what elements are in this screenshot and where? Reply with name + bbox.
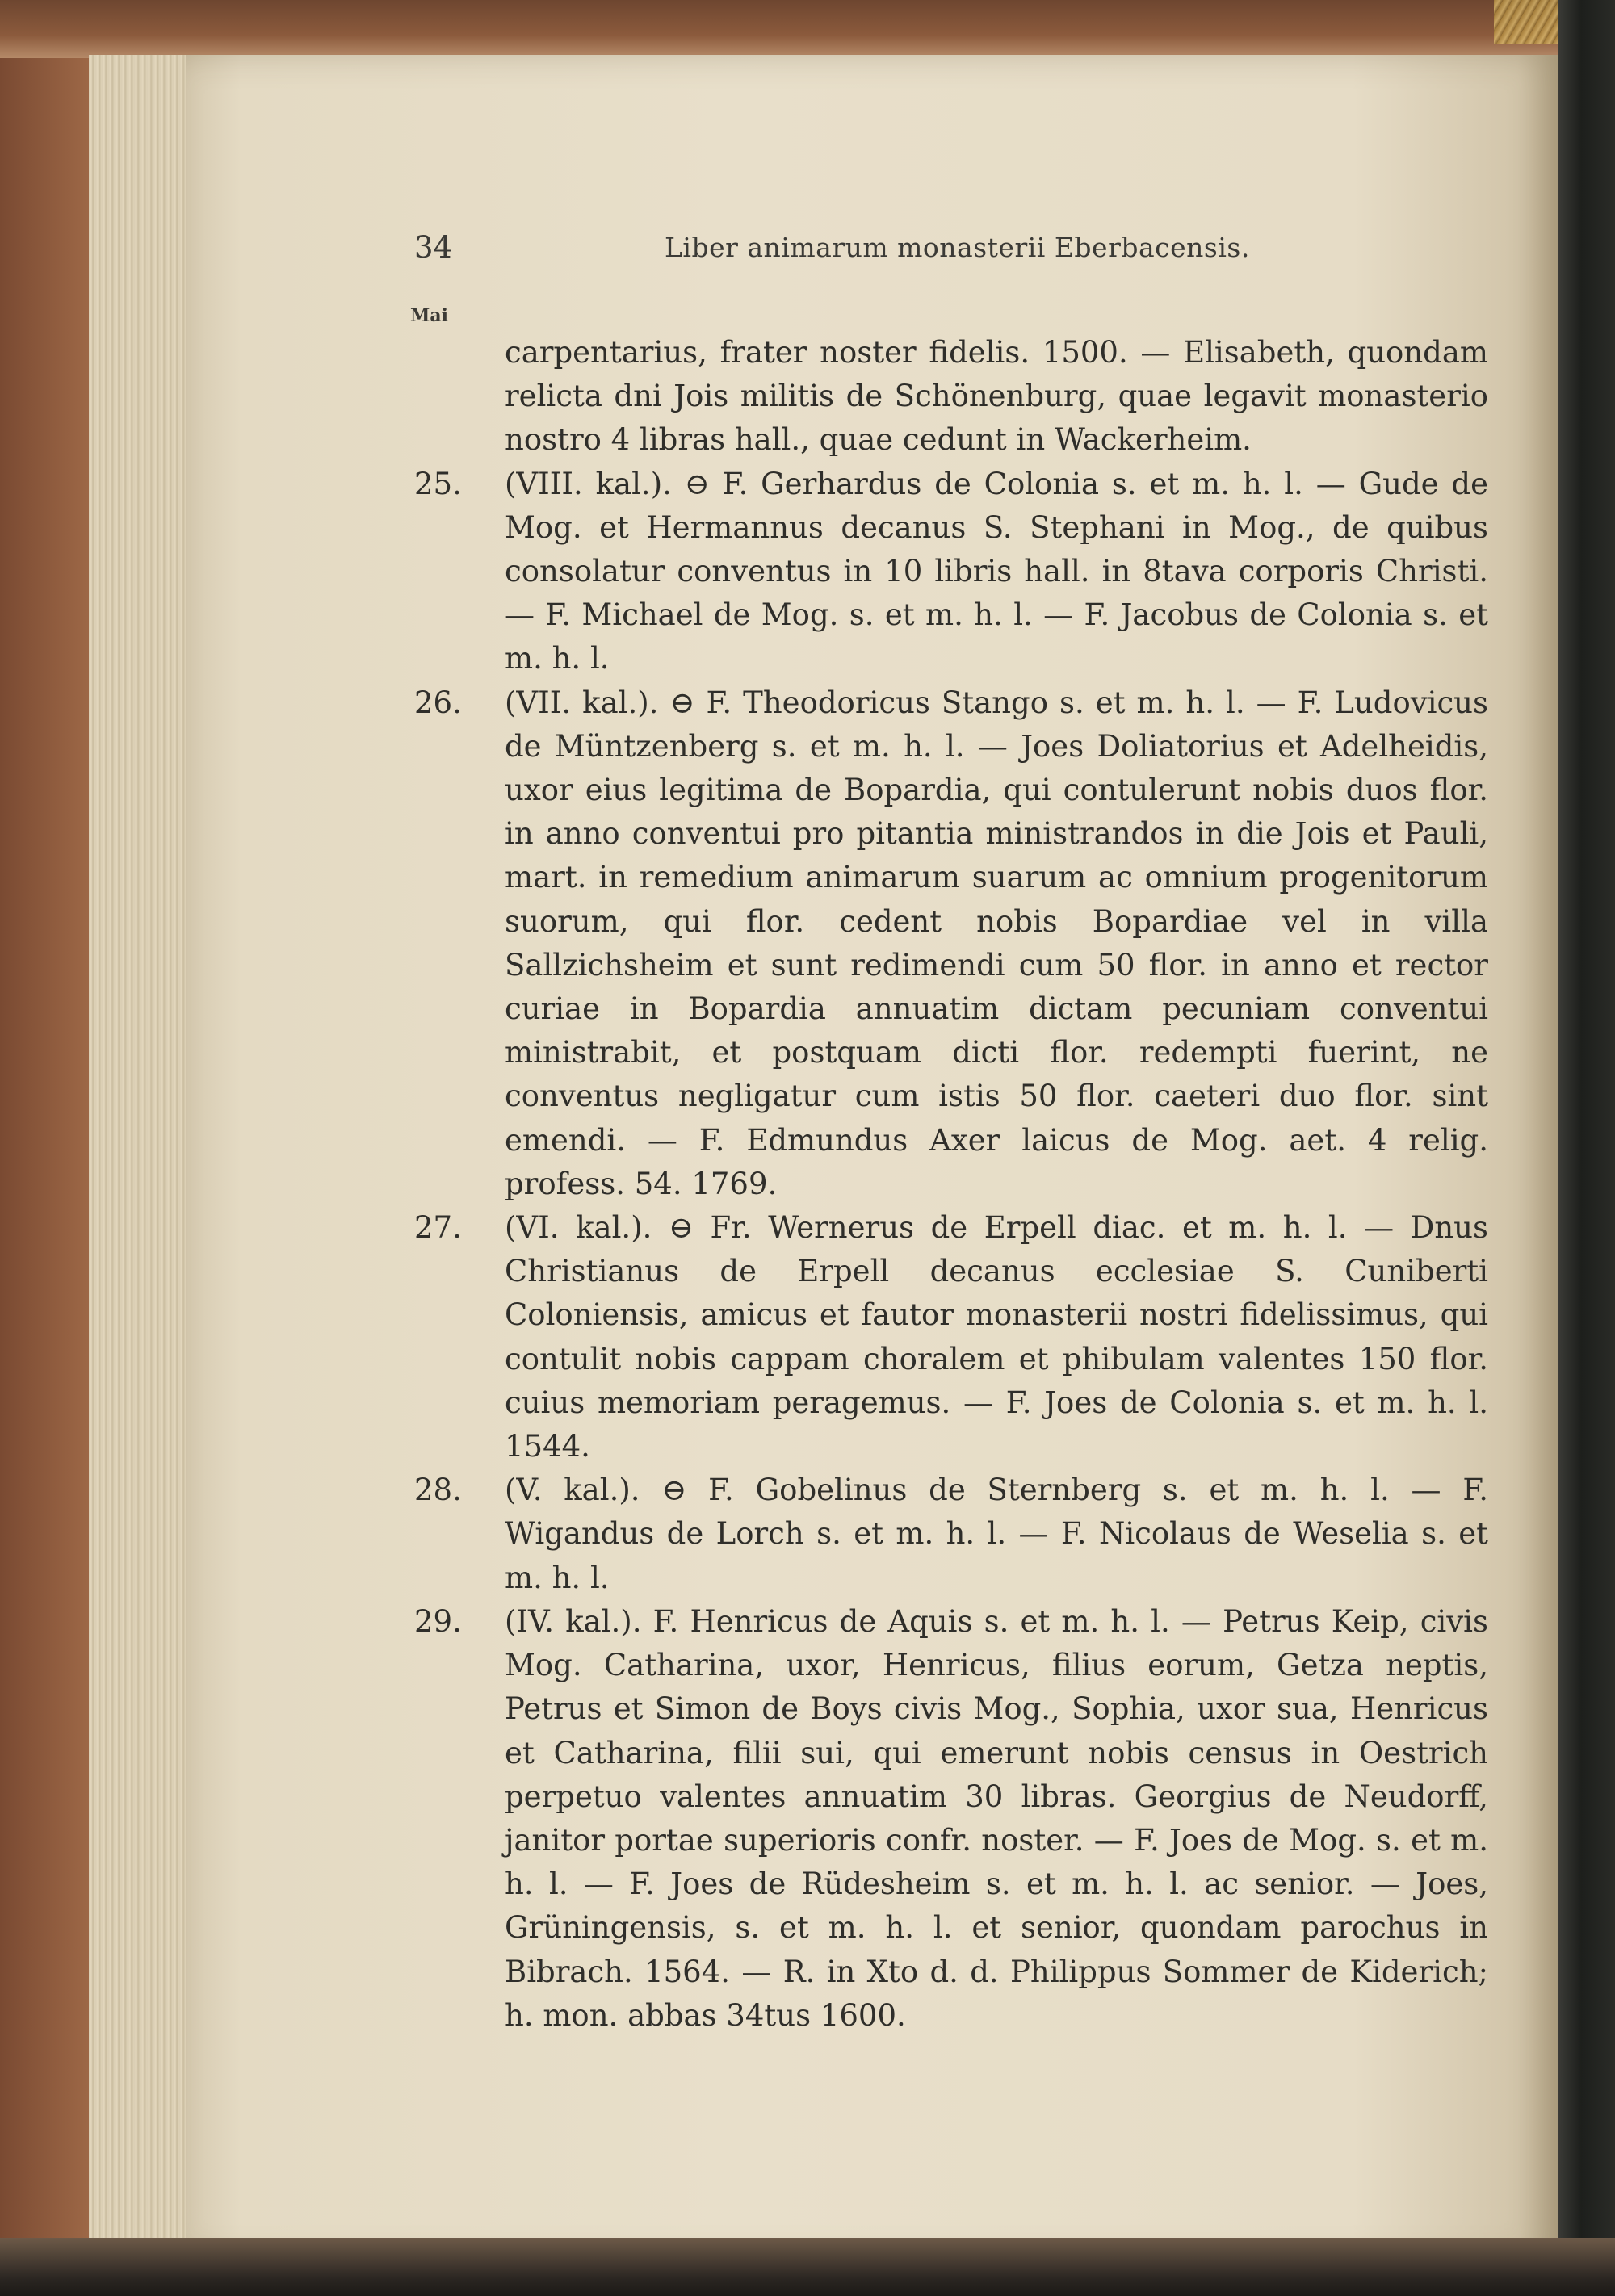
entry-text: (VIII. kal.). ⊖ F. Gerhardus de Colonia s. et m. h. l. — Gude de Mog. et Hermannus decanus S. Stephani in Mog., de quibus consolatur conventus in 10 libris hall. in 8tava corporis Christi. — F. Michael de Mog. s. et m. h. l. — F. Jacobus de Colonia s. et m. h. l.: [505, 466, 1488, 677]
entry-26: [414, 681, 1488, 1206]
entry-number: 26.: [414, 685, 462, 720]
entry-text: carpentarius, frater noster fidelis. 1500. — Elisabeth, quondam relicta dni Jois militis de Schönenburg, quae legavit monasterio nostro 4 libras hall., quae cedunt in Wackerheim.: [505, 335, 1488, 458]
entry-text: (V. kal.). ⊖ F. Gobelinus de Sternberg s. et m. h. l. — F. Wigandus de Lorch s. et m. h. l. — F. Nicolaus de Weselia s. et m. h. l.: [505, 1473, 1488, 1595]
entry-number: 27.: [414, 1210, 462, 1246]
entry-28: [414, 1469, 1488, 1600]
page-edges: [89, 55, 195, 2259]
entry-continuation: [414, 331, 1488, 463]
running-title: Liber animarum monasterii Eberbacensis.: [665, 232, 1250, 263]
entry-27: [414, 1206, 1488, 1469]
entry-29: [414, 1600, 1488, 2038]
entry-number: 29.: [414, 1603, 462, 1639]
entry-text: (IV. kal.). F. Henricus de Aquis s. et m. h. l. — Petrus Keip, civis Mog. Catharina, uxor, Henricus, filius eorum, Getza neptis, Petrus et Simon de Boys civis Mog., Sophia, uxor sua, Henricus et Catharina, filii sui, qui emerunt nobis census in Oestrich perpetuo valentes annuatim 30 libras. Georgius de Neudorff, janitor portae superioris confr. noster. — F. Joes de Mog. s. et m. h. l. — F. Joes de Rüdesheim s. et m. h. l. ac senior. — Joes, Grüningensis, s. et m. h. l. et senior, quondam parochus in Bibrach. 1564. — R. in Xto d. d. Philippus Sommer de Kiderich; h. mon. abbas 34tus 1600.: [505, 1603, 1488, 2033]
entry-25: [414, 463, 1488, 681]
margin-month-note: Mai: [410, 305, 448, 326]
entry-text: (VII. kal.). ⊖ F. Theodoricus Stango s. et m. h. l. — F. Ludovicus de Müntzenberg s. et m. h. l. — Joes Doliatorius et Adelheidis, uxor eius legitima de Bopardia, qui contulerunt nobis duos flor. in anno conventui pro pitantia ministrandos in die Jois et Pauli, mart. in remedium animarum suarum ac omnium progenitorum suorum, qui flor. cedent nobis Bopardiae vel in villa Sallzichsheim et sunt redimendi cum 50 flor. in anno et rector curiae in Bopardia annuatim dictam pecuniam conventui ministrabit, et postquam dicti flor. redempti fuerint, ne conventus negligatur cum istis 50 flor. caeteri duo flor. sint emendi. — F. Edmundus Axer laicus de Mog. aet. 4 relig. profess. 54. 1769.: [505, 685, 1488, 1201]
book-cover-right: [1558, 0, 1615, 2296]
entry-number: 28.: [414, 1473, 462, 1508]
book-cover-top: [0, 0, 1615, 58]
entry-text: (VI. kal.). ⊖ Fr. Wernerus de Erpell diac. et m. h. l. — Dnus Christianus de Erpell decanus ecclesiae S. Cuniberti Coloniensis, amicus et fautor monasterii nostri fidelissimus, qui contulit nobis cappam choralem et phibulam valentes 150 flor. cuius memoriam peragemus. — F. Joes de Colonia s. et m. h. l. 1544.: [505, 1210, 1488, 1464]
text-block: [414, 331, 1488, 2038]
page-number: 34: [414, 230, 453, 265]
book-cover-bottom: [0, 2238, 1615, 2296]
entry-number: 25.: [414, 466, 462, 501]
